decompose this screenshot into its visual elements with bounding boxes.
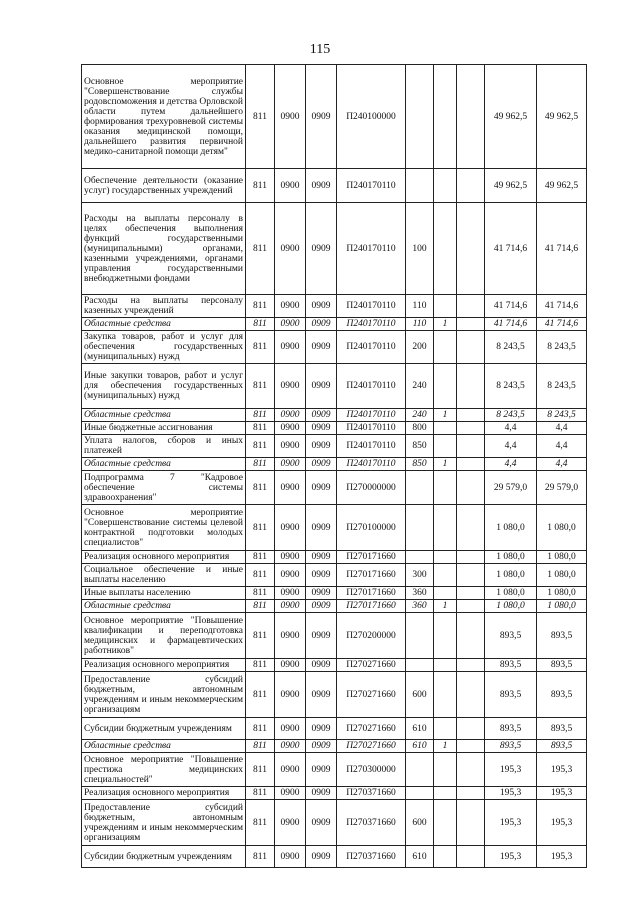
subsection-code: 0909	[306, 364, 337, 409]
row-name: Иные выплаты населению	[82, 587, 246, 600]
subsection-code: 0909	[306, 753, 337, 787]
amount-col-1	[457, 409, 485, 422]
amount-col-3: 41 714,6	[537, 203, 587, 295]
expense-type: 110	[406, 295, 434, 318]
amount-col-3: 8 243,5	[537, 409, 587, 422]
target-article: П270200000	[337, 613, 406, 659]
funding-source	[434, 505, 457, 551]
funding-source	[434, 753, 457, 787]
amount-col-1	[457, 65, 485, 169]
row-name: Областные средства	[82, 409, 246, 422]
target-article: П270271660	[337, 672, 406, 718]
target-article: П240170110	[337, 435, 406, 458]
expense-type: 360	[406, 600, 434, 613]
section-code: 0900	[275, 787, 306, 800]
ministry-code: 811	[246, 753, 275, 787]
ministry-code: 811	[246, 800, 275, 846]
subsection-code: 0909	[306, 458, 337, 471]
amount-col-3: 8 243,5	[537, 331, 587, 364]
expense-type: 610	[406, 718, 434, 740]
ministry-code: 811	[246, 613, 275, 659]
subsection-code: 0909	[306, 787, 337, 800]
amount-col-2: 41 714,6	[485, 203, 537, 295]
expense-type	[406, 169, 434, 203]
expense-type: 200	[406, 331, 434, 364]
amount-col-1	[457, 364, 485, 409]
expense-type	[406, 613, 434, 659]
ministry-code: 811	[246, 364, 275, 409]
funding-source	[434, 672, 457, 718]
subsection-code: 0909	[306, 331, 337, 364]
expense-type: 850	[406, 458, 434, 471]
amount-col-2: 893,5	[485, 740, 537, 753]
amount-col-3: 4,4	[537, 435, 587, 458]
expense-type	[406, 551, 434, 564]
table-row	[82, 435, 587, 458]
target-article: П270171660	[337, 564, 406, 587]
expense-type: 360	[406, 587, 434, 600]
amount-col-2: 195,3	[485, 800, 537, 846]
subsection-code: 0909	[306, 587, 337, 600]
expense-type: 240	[406, 409, 434, 422]
funding-source	[434, 422, 457, 435]
target-article: П240170110	[337, 295, 406, 318]
funding-source	[434, 659, 457, 672]
amount-col-1	[457, 203, 485, 295]
expense-type	[406, 471, 434, 505]
ministry-code: 811	[246, 600, 275, 613]
table-row	[82, 65, 587, 169]
amount-col-2: 1 080,0	[485, 600, 537, 613]
target-article: П270171660	[337, 600, 406, 613]
expense-type: 610	[406, 740, 434, 753]
table-row	[82, 203, 587, 295]
expense-type: 300	[406, 564, 434, 587]
amount-col-1	[457, 753, 485, 787]
amount-col-1	[457, 718, 485, 740]
section-code: 0900	[275, 551, 306, 564]
amount-col-1	[457, 800, 485, 846]
ministry-code: 811	[246, 458, 275, 471]
row-name: Обеспечение деятельности (оказание услуг) государственных учреждений	[82, 169, 246, 203]
table-row	[82, 659, 587, 672]
amount-col-2: 1 080,0	[485, 587, 537, 600]
amount-col-2: 1 080,0	[485, 551, 537, 564]
amount-col-3: 195,3	[537, 800, 587, 846]
table-row	[82, 753, 587, 787]
subsection-code: 0909	[306, 295, 337, 318]
ministry-code: 811	[246, 331, 275, 364]
table-row	[82, 505, 587, 551]
amount-col-2: 4,4	[485, 435, 537, 458]
target-article: П240170110	[337, 169, 406, 203]
amount-col-3: 4,4	[537, 458, 587, 471]
amount-col-3: 893,5	[537, 613, 587, 659]
row-name: Областные средства	[82, 740, 246, 753]
ministry-code: 811	[246, 718, 275, 740]
amount-col-3: 893,5	[537, 740, 587, 753]
subsection-code: 0909	[306, 435, 337, 458]
expense-type	[406, 65, 434, 169]
funding-source	[434, 846, 457, 868]
expense-type: 850	[406, 435, 434, 458]
amount-col-1	[457, 787, 485, 800]
funding-source	[434, 471, 457, 505]
row-name: Областные средства	[82, 458, 246, 471]
subsection-code: 0909	[306, 740, 337, 753]
amount-col-3: 8 243,5	[537, 364, 587, 409]
ministry-code: 811	[246, 203, 275, 295]
amount-col-2: 8 243,5	[485, 409, 537, 422]
table-row	[82, 295, 587, 318]
funding-source: 1	[434, 409, 457, 422]
amount-col-1	[457, 564, 485, 587]
amount-col-2: 893,5	[485, 613, 537, 659]
subsection-code: 0909	[306, 800, 337, 846]
target-article: П270371660	[337, 846, 406, 868]
table-row	[82, 318, 587, 331]
table-row	[82, 787, 587, 800]
target-article: П240170110	[337, 458, 406, 471]
amount-col-3: 1 080,0	[537, 587, 587, 600]
ministry-code: 811	[246, 409, 275, 422]
ministry-code: 811	[246, 659, 275, 672]
target-article: П240100000	[337, 65, 406, 169]
amount-col-3: 893,5	[537, 718, 587, 740]
expense-type: 240	[406, 364, 434, 409]
amount-col-3: 1 080,0	[537, 600, 587, 613]
amount-col-2: 4,4	[485, 458, 537, 471]
table-row	[82, 600, 587, 613]
amount-col-2: 1 080,0	[485, 564, 537, 587]
funding-source	[434, 364, 457, 409]
target-article: П270171660	[337, 587, 406, 600]
row-name: Основное мероприятие "Совершенствование службы родовспоможения и детства Орловской области путем дальнейшего формирования трехуровневой системы оказания медицинской помощи, дальнейшего развития первичной медико-санитарной помощи детям"	[82, 65, 246, 169]
ministry-code: 811	[246, 846, 275, 868]
table-row	[82, 587, 587, 600]
amount-col-3: 1 080,0	[537, 505, 587, 551]
subsection-code: 0909	[306, 505, 337, 551]
ministry-code: 811	[246, 564, 275, 587]
amount-col-1	[457, 435, 485, 458]
amount-col-2: 893,5	[485, 672, 537, 718]
table-row	[82, 422, 587, 435]
section-code: 0900	[275, 564, 306, 587]
target-article: П240170110	[337, 364, 406, 409]
subsection-code: 0909	[306, 564, 337, 587]
amount-col-3: 49 962,5	[537, 169, 587, 203]
section-code: 0900	[275, 672, 306, 718]
expense-type: 610	[406, 846, 434, 868]
subsection-code: 0909	[306, 659, 337, 672]
row-name: Реализация основного мероприятия	[82, 659, 246, 672]
amount-col-1	[457, 295, 485, 318]
amount-col-3: 41 714,6	[537, 318, 587, 331]
subsection-code: 0909	[306, 169, 337, 203]
amount-col-2: 8 243,5	[485, 331, 537, 364]
amount-col-3: 4,4	[537, 422, 587, 435]
target-article: П240170110	[337, 409, 406, 422]
row-name: Подпрограмма 7 "Кадровое обеспечение системы здравоохранения"	[82, 471, 246, 505]
table-row	[82, 364, 587, 409]
subsection-code: 0909	[306, 409, 337, 422]
section-code: 0900	[275, 600, 306, 613]
ministry-code: 811	[246, 295, 275, 318]
ministry-code: 811	[246, 551, 275, 564]
subsection-code: 0909	[306, 672, 337, 718]
amount-col-1	[457, 169, 485, 203]
section-code: 0900	[275, 409, 306, 422]
expense-type	[406, 787, 434, 800]
row-name: Основное мероприятие "Совершенствование системы целевой контрактной подготовки молодых специалистов"	[82, 505, 246, 551]
amount-col-3: 195,3	[537, 753, 587, 787]
funding-source	[434, 203, 457, 295]
amount-col-1	[457, 422, 485, 435]
section-code: 0900	[275, 331, 306, 364]
target-article: П270171660	[337, 551, 406, 564]
amount-col-2: 8 243,5	[485, 364, 537, 409]
amount-col-1	[457, 587, 485, 600]
ministry-code: 811	[246, 672, 275, 718]
amount-col-2: 49 962,5	[485, 65, 537, 169]
amount-col-1	[457, 505, 485, 551]
funding-source	[434, 613, 457, 659]
section-code: 0900	[275, 800, 306, 846]
row-name: Предоставление субсидий бюджетным, автономным учреждениям и иным некоммерческим организациям	[82, 672, 246, 718]
amount-col-1	[457, 471, 485, 505]
table-row	[82, 169, 587, 203]
row-name: Иные закупки товаров, работ и услуг для обеспечения государственных (муниципальных) нужд	[82, 364, 246, 409]
funding-source: 1	[434, 740, 457, 753]
subsection-code: 0909	[306, 65, 337, 169]
row-name: Расходы на выплаты персоналу в целях обеспечения выполнения функций государственными (муниципальными) органами, казенными учреждениями, органами управления государственными внебюджетными фондами	[82, 203, 246, 295]
target-article: П270300000	[337, 753, 406, 787]
amount-col-1	[457, 659, 485, 672]
row-name: Иные бюджетные ассигнования	[82, 422, 246, 435]
budget-rows	[82, 65, 587, 868]
expense-type	[406, 753, 434, 787]
row-name: Основное мероприятие "Повышение квалификации и переподготовка медицинских и фармацевтических работников"	[82, 613, 246, 659]
row-name: Областные средства	[82, 318, 246, 331]
funding-source	[434, 564, 457, 587]
amount-col-1	[457, 613, 485, 659]
amount-col-2: 29 579,0	[485, 471, 537, 505]
section-code: 0900	[275, 295, 306, 318]
section-code: 0900	[275, 203, 306, 295]
funding-source	[434, 551, 457, 564]
amount-col-3: 1 080,0	[537, 564, 587, 587]
expense-type: 100	[406, 203, 434, 295]
table-row	[82, 672, 587, 718]
table-row	[82, 551, 587, 564]
amount-col-1	[457, 672, 485, 718]
ministry-code: 811	[246, 587, 275, 600]
section-code: 0900	[275, 471, 306, 505]
subsection-code: 0909	[306, 318, 337, 331]
expense-type	[406, 659, 434, 672]
amount-col-2: 893,5	[485, 718, 537, 740]
amount-col-2: 195,3	[485, 753, 537, 787]
section-code: 0900	[275, 718, 306, 740]
target-article: П270371660	[337, 787, 406, 800]
table-row	[82, 613, 587, 659]
section-code: 0900	[275, 587, 306, 600]
funding-source	[434, 718, 457, 740]
ministry-code: 811	[246, 471, 275, 505]
row-name: Расходы на выплаты персоналу казенных учреждений	[82, 295, 246, 318]
section-code: 0900	[275, 846, 306, 868]
amount-col-2: 195,3	[485, 846, 537, 868]
amount-col-1	[457, 740, 485, 753]
subsection-code: 0909	[306, 551, 337, 564]
amount-col-1	[457, 458, 485, 471]
section-code: 0900	[275, 422, 306, 435]
page-number: 115	[309, 42, 331, 57]
target-article: П270271660	[337, 659, 406, 672]
row-name: Областные средства	[82, 600, 246, 613]
table-row	[82, 740, 587, 753]
subsection-code: 0909	[306, 203, 337, 295]
section-code: 0900	[275, 458, 306, 471]
ministry-code: 811	[246, 65, 275, 169]
row-name: Реализация основного мероприятия	[82, 787, 246, 800]
funding-source: 1	[434, 318, 457, 331]
section-code: 0900	[275, 169, 306, 203]
funding-source	[434, 435, 457, 458]
section-code: 0900	[275, 318, 306, 331]
subsection-code: 0909	[306, 718, 337, 740]
amount-col-3: 195,3	[537, 787, 587, 800]
amount-col-2: 1 080,0	[485, 505, 537, 551]
table-row	[82, 409, 587, 422]
amount-col-3: 195,3	[537, 846, 587, 868]
section-code: 0900	[275, 613, 306, 659]
expense-type	[406, 505, 434, 551]
expense-type: 110	[406, 318, 434, 331]
amount-col-1	[457, 551, 485, 564]
ministry-code: 811	[246, 318, 275, 331]
ministry-code: 811	[246, 740, 275, 753]
row-name: Основное мероприятие "Повышение престижа медицинских специальностей"	[82, 753, 246, 787]
subsection-code: 0909	[306, 422, 337, 435]
amount-col-3: 49 962,5	[537, 65, 587, 169]
funding-source	[434, 787, 457, 800]
amount-col-3: 893,5	[537, 672, 587, 718]
funding-source	[434, 169, 457, 203]
section-code: 0900	[275, 65, 306, 169]
row-name: Субсидии бюджетным учреждениям	[82, 846, 246, 868]
amount-col-1	[457, 318, 485, 331]
section-code: 0900	[275, 753, 306, 787]
target-article: П270100000	[337, 505, 406, 551]
ministry-code: 811	[246, 422, 275, 435]
amount-col-2: 49 962,5	[485, 169, 537, 203]
amount-col-3: 1 080,0	[537, 551, 587, 564]
table-row	[82, 800, 587, 846]
subsection-code: 0909	[306, 600, 337, 613]
section-code: 0900	[275, 659, 306, 672]
budget-table	[81, 64, 587, 868]
table-row	[82, 564, 587, 587]
target-article: П270000000	[337, 471, 406, 505]
ministry-code: 811	[246, 435, 275, 458]
subsection-code: 0909	[306, 846, 337, 868]
table-row	[82, 846, 587, 868]
row-name: Социальное обеспечение и иные выплаты населению	[82, 564, 246, 587]
amount-col-3: 893,5	[537, 659, 587, 672]
row-name: Уплата налогов, сборов и иных платежей	[82, 435, 246, 458]
amount-col-3: 29 579,0	[537, 471, 587, 505]
funding-source: 1	[434, 458, 457, 471]
section-code: 0900	[275, 740, 306, 753]
amount-col-1	[457, 331, 485, 364]
funding-source	[434, 587, 457, 600]
row-name: Реализация основного мероприятия	[82, 551, 246, 564]
expense-type: 600	[406, 672, 434, 718]
amount-col-2: 4,4	[485, 422, 537, 435]
ministry-code: 811	[246, 505, 275, 551]
funding-source	[434, 65, 457, 169]
table-row	[82, 331, 587, 364]
row-name: Субсидии бюджетным учреждениям	[82, 718, 246, 740]
section-code: 0900	[275, 505, 306, 551]
table-row	[82, 718, 587, 740]
row-name: Закупка товаров, работ и услуг для обеспечения государственных (муниципальных) нужд	[82, 331, 246, 364]
subsection-code: 0909	[306, 613, 337, 659]
amount-col-2: 41 714,6	[485, 318, 537, 331]
amount-col-3: 41 714,6	[537, 295, 587, 318]
amount-col-2: 41 714,6	[485, 295, 537, 318]
target-article: П240170110	[337, 331, 406, 364]
funding-source	[434, 331, 457, 364]
target-article: П240170110	[337, 422, 406, 435]
target-article: П270371660	[337, 800, 406, 846]
subsection-code: 0909	[306, 471, 337, 505]
amount-col-1	[457, 600, 485, 613]
target-article: П270271660	[337, 718, 406, 740]
expense-type: 800	[406, 422, 434, 435]
section-code: 0900	[275, 364, 306, 409]
expense-type: 600	[406, 800, 434, 846]
amount-col-2: 195,3	[485, 787, 537, 800]
funding-source	[434, 800, 457, 846]
amount-col-1	[457, 846, 485, 868]
funding-source	[434, 295, 457, 318]
target-article: П270271660	[337, 740, 406, 753]
table-row	[82, 471, 587, 505]
section-code: 0900	[275, 435, 306, 458]
row-name: Предоставление субсидий бюджетным, автономным учреждениям и иным некоммерческим организациям	[82, 800, 246, 846]
target-article: П240170110	[337, 318, 406, 331]
funding-source: 1	[434, 600, 457, 613]
ministry-code: 811	[246, 787, 275, 800]
target-article: П240170110	[337, 203, 406, 295]
table-row	[82, 458, 587, 471]
ministry-code: 811	[246, 169, 275, 203]
amount-col-2: 893,5	[485, 659, 537, 672]
